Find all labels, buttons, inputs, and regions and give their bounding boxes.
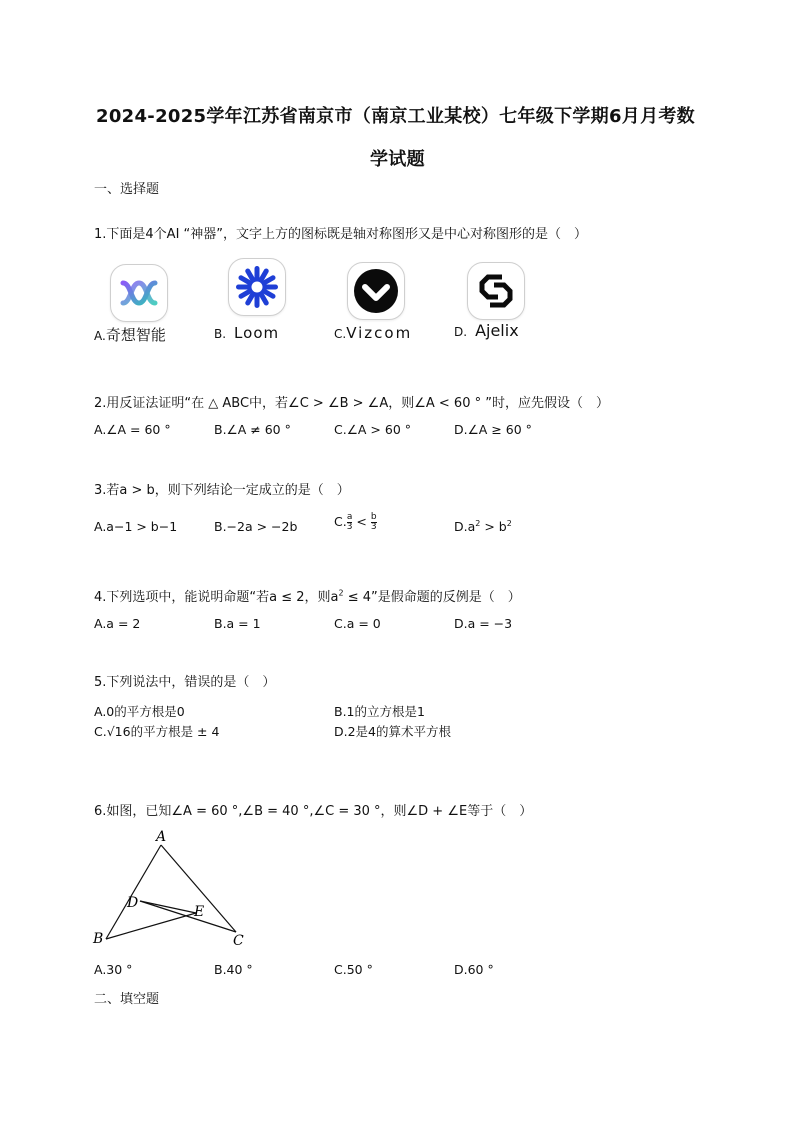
- question-4-stem: [94, 586, 521, 605]
- fraction-denominator: 3: [370, 522, 377, 532]
- question-5-option-a: A.0的平方根是0: [94, 704, 185, 719]
- section-heading-fill-in: 二、填空题: [94, 992, 160, 1007]
- relation: <: [352, 514, 371, 529]
- segment-de: [140, 901, 196, 913]
- question-6-stem: 6.如图，已知∠A = 60 °,∠B = 40 °,∠C = 30 °，则∠D + ∠E等于（ ）: [94, 804, 533, 819]
- exponent: 2: [338, 588, 344, 598]
- question-1-option-d: [454, 321, 519, 340]
- segment-dc: [140, 901, 236, 932]
- option-letter: B.: [214, 327, 227, 341]
- section-heading-choice: 一、选择题: [94, 182, 160, 197]
- exponent: 2: [475, 519, 481, 528]
- option-letter: C.: [334, 514, 347, 529]
- fraction-denominator: 3: [346, 522, 353, 532]
- question-1-stem: 1.下面是4个AI “神器”，文字上方的图标既是轴对称图形又是中心对称图形的是（ ）: [94, 227, 588, 242]
- question-2-option-a: A.∠A = 60 °: [94, 422, 171, 437]
- question-5-option-c: C.√16的平方根是 ± 4: [94, 724, 220, 739]
- question-3-option-c: [334, 513, 377, 532]
- fraction-b-over-3: [371, 513, 377, 532]
- chevron-circle-icon: [347, 262, 405, 320]
- question-6-option-d: D.60 °: [454, 962, 494, 977]
- question-3-option-d: [454, 519, 512, 534]
- question-2-stem: 2.用反证法证明“在 △ ABC中，若∠C > ∠B > ∠A，则∠A < 60 ° ”时，应先假设（ ）: [94, 396, 609, 411]
- option-letter: C.: [334, 327, 347, 341]
- question-1-option-a: [94, 324, 166, 345]
- infinity-wave-icon: [110, 264, 168, 322]
- question-3-option-b: B.−2a > −2b: [214, 519, 298, 534]
- option-text: > b: [480, 519, 507, 535]
- question-3-stem: 3.若a > b，则下列结论一定成立的是（ ）: [94, 483, 350, 498]
- question-5-stem: 5.下列说法中，错误的是（ ）: [94, 675, 276, 690]
- question-2-option-c: C.∠A > 60 °: [334, 422, 412, 437]
- option-label: Loom: [234, 324, 280, 342]
- question-5-option-b: B.1的立方根是1: [334, 704, 425, 719]
- vertex-label-c: C: [233, 933, 244, 949]
- exponent: 2: [506, 519, 512, 528]
- option-letter: D.: [454, 325, 468, 339]
- page-title-line1: 2024-2025学年江苏省南京市（南京工业某校）七年级下学期6月月考数: [96, 106, 695, 127]
- question-5-option-d: D.2是4的算术平方根: [334, 724, 452, 739]
- fraction-numerator: b: [370, 512, 377, 522]
- vertex-label-d: D: [127, 895, 139, 911]
- option-label: 奇想智能: [105, 326, 166, 344]
- option-label: Vizcom: [346, 324, 413, 342]
- option-text: D.a: [454, 519, 476, 535]
- stem-text: 4.下列选项中，能说明命题“若a ≤ 2，则a: [94, 590, 339, 605]
- stem-text: ≤ 4”是假命题的反例是（ ）: [343, 590, 521, 605]
- interlock-s-icon: [467, 262, 525, 320]
- triangle-figure: [90, 825, 260, 950]
- question-4-option-d: D.a = −3: [454, 616, 513, 631]
- option-letter: A.: [94, 329, 106, 343]
- question-6-option-a: A.30 °: [94, 962, 133, 977]
- question-4-option-b: B.a = 1: [214, 616, 261, 631]
- page-title-line2: 学试题: [370, 149, 425, 170]
- vertex-label-e: E: [194, 904, 205, 920]
- question-4-option-c: C.a = 0: [334, 616, 381, 631]
- question-6-option-c: C.50 °: [334, 962, 373, 977]
- question-6-option-b: B.40 °: [214, 962, 253, 977]
- question-1-option-c: [334, 324, 412, 342]
- fraction-numerator: a: [346, 512, 353, 522]
- question-2-option-b: B.∠A ≠ 60 °: [214, 422, 291, 437]
- question-1-option-b: [214, 324, 279, 342]
- sunburst-icon: [228, 258, 286, 316]
- question-3-option-a: A.a−1 > b−1: [94, 519, 178, 534]
- option-label: Ajelix: [475, 321, 519, 340]
- question-2-option-d: D.∠A ≥ 60 °: [454, 422, 532, 437]
- vertex-label-b: B: [93, 931, 104, 947]
- question-4-option-a: A.a = 2: [94, 616, 141, 631]
- vertex-label-a: A: [156, 829, 167, 845]
